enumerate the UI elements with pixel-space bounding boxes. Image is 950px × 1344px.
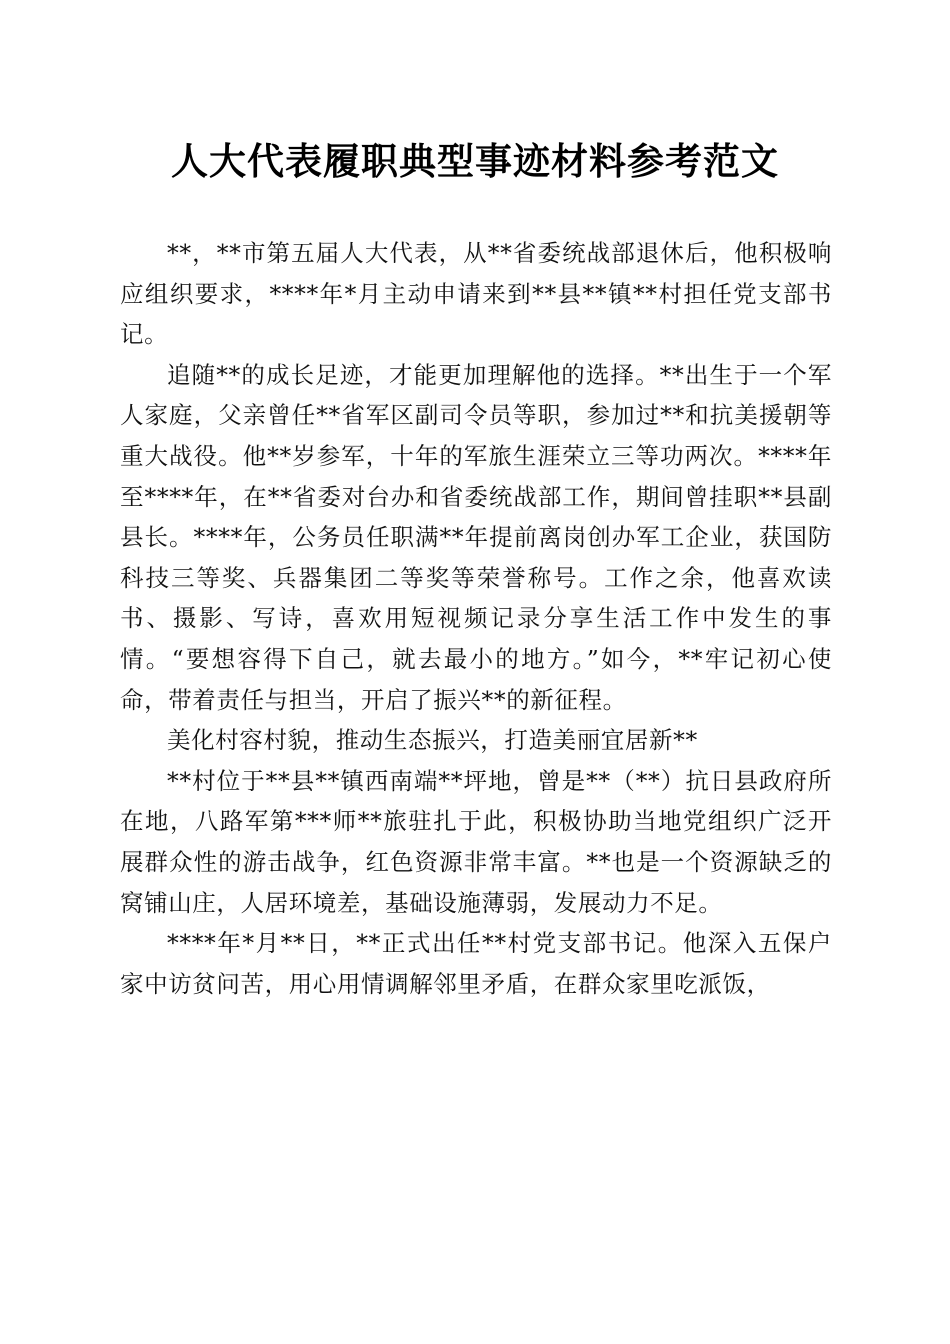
paragraph-2: 追随**的成长足迹，才能更加理解他的选择。**出生于一个军人家庭，父亲曾任**省军区副司令员等职，参加过**和抗美援朝等重大战役。他**岁参军，十年的军旅生涯荣立三等功两次。****年至****年，在**省委对台办和省委统战部工作，期间曾挂职**县副县长。****年，公务员任职满**年提前离岗创办军工企业，获国防科技三等奖、兵器集团二等奖等荣誉称号。工作之余，他喜欢读书、摄影、写诗，喜欢用短视频记录分享生活工作中发生的事情。“要想容得下自己，就去最小的地方。”如今，**牢记初心使命，带着责任与担当，开启了振兴**的新征程。 xyxy=(120,360,832,714)
paragraph-3: **村位于**县**镇西南端**坪地，曾是**（**）抗日县政府所在地，八路军第***师**旅驻扎于此，积极协助当地党组织广泛开展群众性的游击战争，红色资源非常丰富。**也是一个资源缺乏的窝铺山庄，人居环境差，基础设施薄弱，发展动力不足。 xyxy=(120,766,832,917)
document-title: 人大代表履职典型事迹材料参考范文 xyxy=(171,139,779,183)
paragraph-1: **，**市第五届人大代表，从**省委统战部退休后，他积极响应组织要求，****年*月主动申请来到**县**镇**村担任党支部书记。 xyxy=(120,239,832,349)
paragraph-4: ****年*月**日，**正式出任**村党支部书记。他深入五保户家中访贫问苦，用心用情调解邻里矛盾，在群众家里吃派饭， xyxy=(120,929,832,998)
section-heading: 美化村容村貌，推动生态振兴，打造美丽宜居新** xyxy=(167,726,698,755)
document-body xyxy=(120,233,832,1004)
